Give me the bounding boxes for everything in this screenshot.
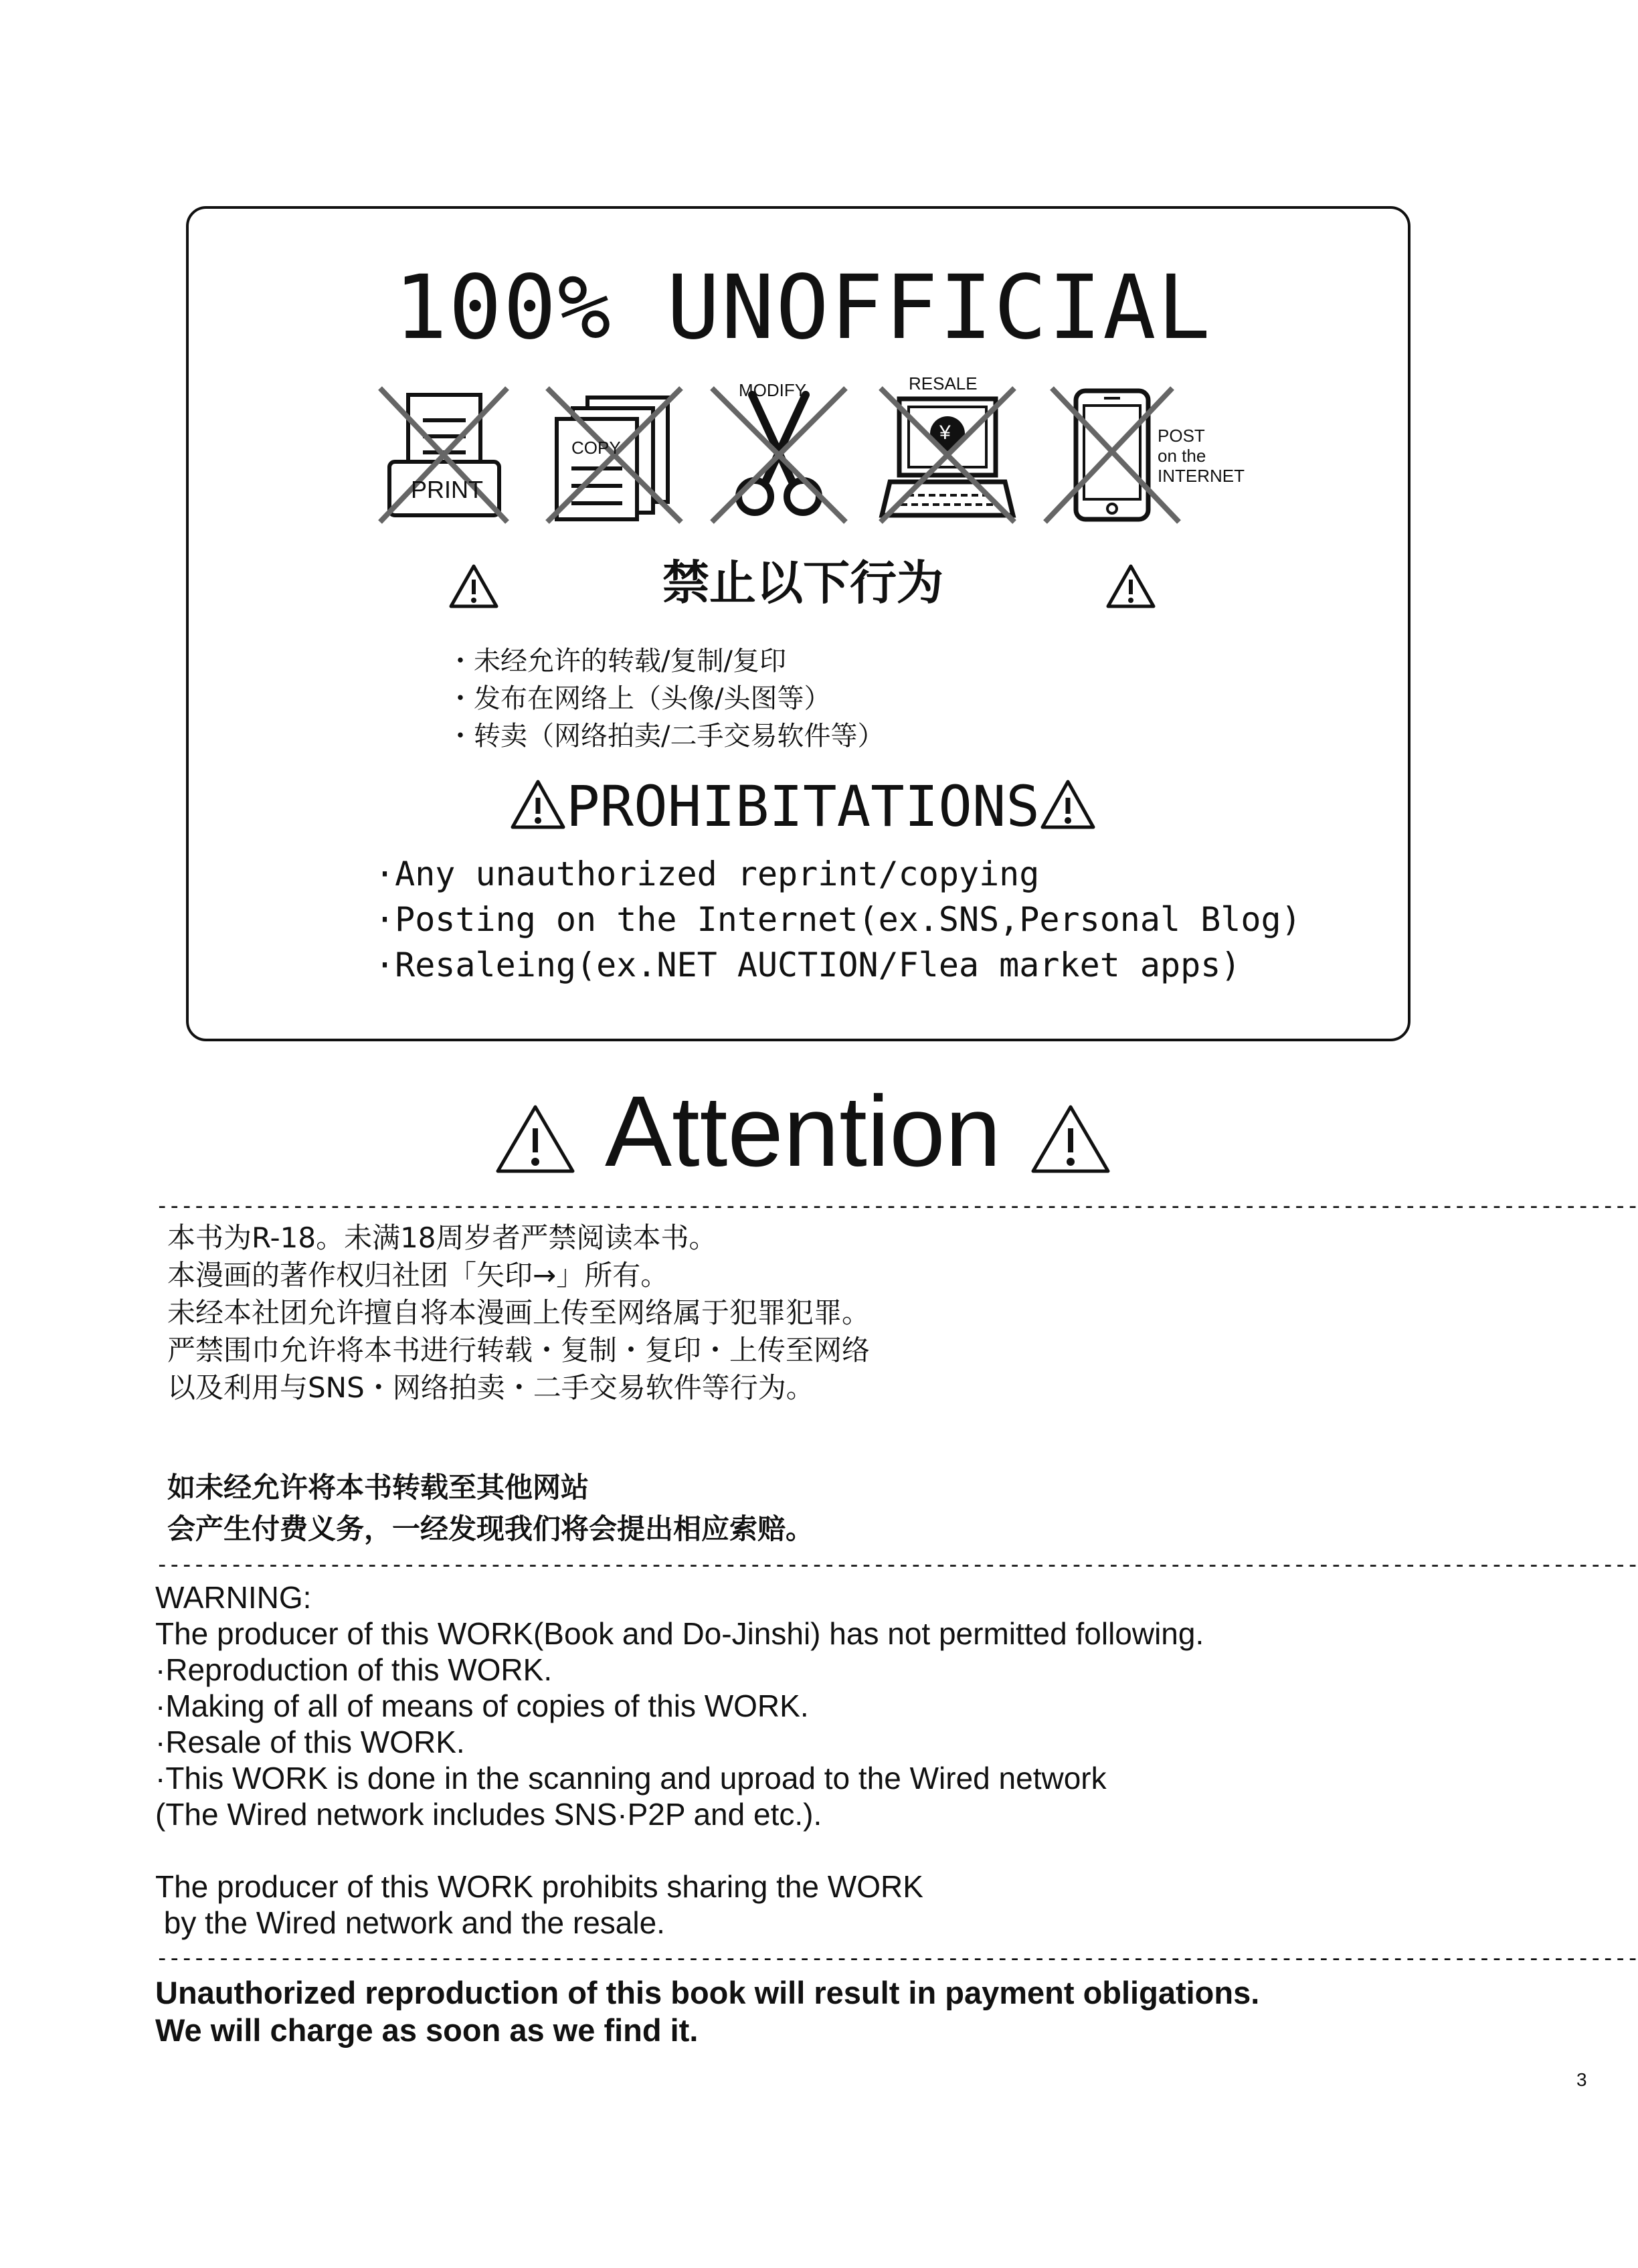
page-number: 3: [1576, 2069, 1587, 2090]
warning-icon: [1030, 1079, 1111, 1199]
prohibitations-title: PROHIBITATIONS: [0, 770, 1606, 847]
warning-line: ·Resale of this WORK.: [155, 1725, 465, 1759]
notice-line: 如未经允许将本书转载至其他网站: [167, 1471, 589, 1504]
warning-icon: [510, 774, 566, 847]
zh-prohibition-title: 禁止以下行为: [662, 555, 943, 610]
warning-icon: [1040, 774, 1096, 847]
zh-bold-notice: [167, 1467, 814, 1550]
copy-icon: [547, 388, 681, 522]
warning-line: ·Making of all of means of copies of this WORK.: [155, 1688, 809, 1723]
list-item: ・未经允许的转载/复制/复印: [447, 646, 786, 677]
warning-line: ·Reproduction of this WORK.: [155, 1652, 553, 1687]
copy-label: COPY: [571, 438, 621, 458]
notice-line: 会产生付费义务，一经发现我们将会提出相应索赔。: [167, 1512, 814, 1545]
smartphone-icon: [1045, 388, 1245, 522]
warning-icon: [495, 1079, 575, 1199]
notice-line: 以及利用与SNS・网络拍卖・二手交易软件等行为。: [167, 1371, 814, 1404]
warning-line: WARNING:: [155, 1580, 312, 1615]
resale-laptop-icon: [881, 373, 1014, 522]
notice-line: We will charge as soon as we find it.: [155, 2012, 699, 2048]
warning-line: by the Wired network and the resale.: [155, 1905, 665, 1940]
warning-line: The producer of this WORK prohibits sharing the WORK: [155, 1869, 923, 1904]
headline: 100% UNOFFICIAL: [393, 256, 1212, 359]
notice-line: 严禁围巾允许将本书进行转载・复制・复印・上传至网络: [167, 1334, 871, 1367]
resale-label: RESALE: [909, 373, 978, 394]
warning-line: ·This WORK is done in the scanning and uproad to the Wired network: [155, 1761, 1107, 1796]
zh-notice: [167, 1219, 870, 1407]
yen-symbol: ¥: [939, 422, 951, 444]
attention-title: Attention: [0, 1071, 1606, 1199]
en-prohibition-list: [375, 851, 1301, 988]
dashed-separator: ------------------------------------------------------------------------------------------------------------------------: [155, 1193, 1638, 1219]
en-warning: [155, 1579, 1204, 1941]
zh-prohibition-list: [447, 642, 884, 755]
scissors-icon: [712, 380, 846, 522]
list-item: ・转卖（网络拍卖/二手交易软件等）: [447, 721, 885, 752]
warning-line: The producer of this WORK(Book and Do-Jinshi) has not permitted following.: [155, 1616, 1204, 1651]
list-item: ·Any unauthorized reprint/copying: [375, 855, 1040, 893]
notice-line: Unauthorized reproduction of this book will result in payment obligations.: [155, 1975, 1260, 2010]
en-bold-notice: [155, 1974, 1259, 2049]
post-internet-label: POST on the INTERNET: [1158, 426, 1245, 486]
print-label: PRINT: [411, 476, 483, 503]
warning-line: [155, 1832, 1204, 1868]
list-item: ·Resaleing(ex.NET AUCTION/Flea market apps): [375, 946, 1241, 984]
list-item: ·Posting on the Internet(ex.SNS,Personal Blog): [375, 900, 1301, 939]
warning-line: (The Wired network includes SNS·P2P and etc.).: [155, 1797, 822, 1832]
dashed-separator: ------------------------------------------------------------------------------------------------------------------------: [155, 1945, 1638, 1972]
modify-label: MODIFY: [739, 380, 807, 400]
notice-line: 未经本社团允许擅自将本漫画上传至网络属于犯罪犯罪。: [167, 1296, 871, 1329]
notice-line: 本书为R-18。未满18周岁者严禁阅读本书。: [167, 1221, 717, 1254]
printer-icon: [380, 388, 507, 522]
dashed-separator: ------------------------------------------------------------------------------------------------------------------------: [155, 1551, 1638, 1578]
list-item: ・发布在网络上（头像/头图等）: [447, 683, 831, 714]
warning-icon: [1105, 563, 1156, 612]
notice-line: 本漫画的著作权归社团「矢印→」所有。: [167, 1259, 669, 1292]
